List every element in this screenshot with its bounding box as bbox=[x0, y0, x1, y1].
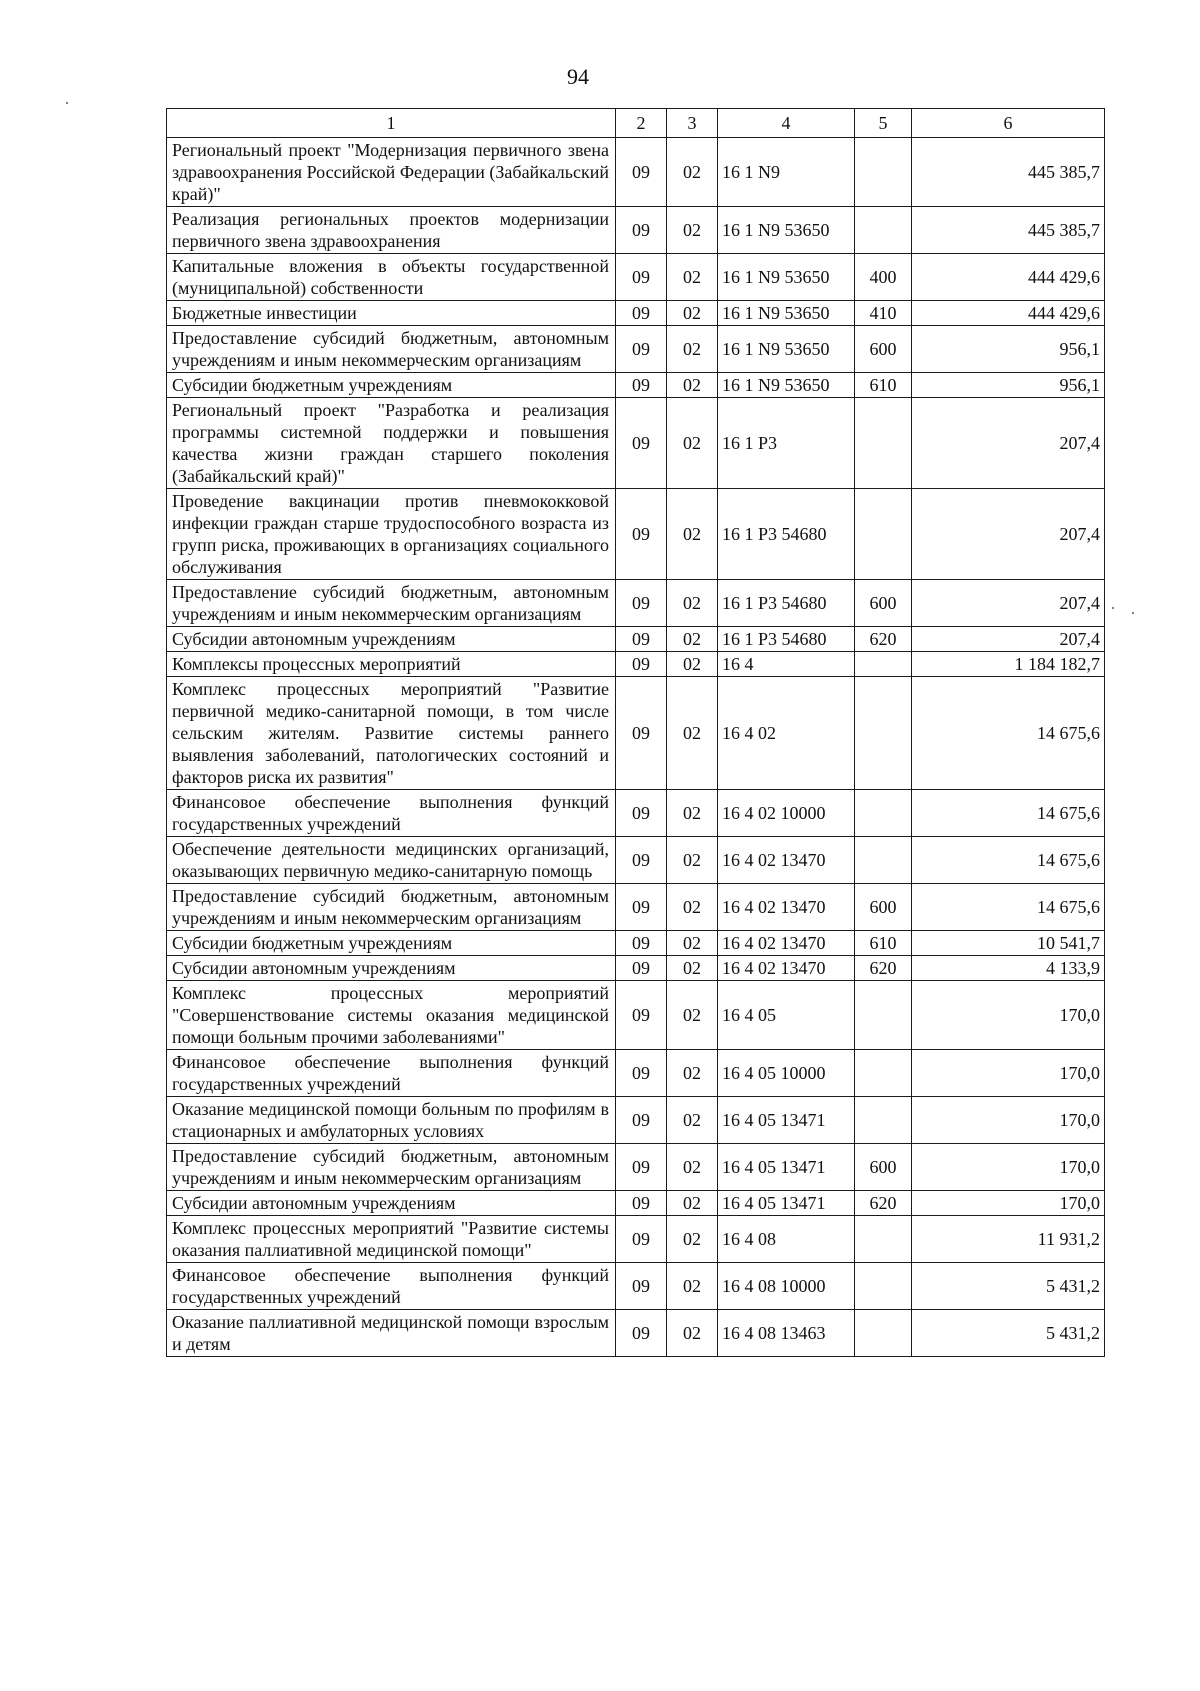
row-expense-type: 600 bbox=[855, 580, 912, 627]
row-section: 09 bbox=[616, 981, 667, 1050]
row-amount: 14 675,6 bbox=[912, 790, 1105, 837]
row-name: Обеспечение деятельности медицинских организаций, оказывающих первичную медико-санитарную помощь bbox=[167, 837, 616, 884]
row-subsection: 02 bbox=[667, 580, 718, 627]
row-amount: 207,4 bbox=[912, 580, 1105, 627]
row-section: 09 bbox=[616, 489, 667, 580]
row-subsection: 02 bbox=[667, 326, 718, 373]
row-subsection: 02 bbox=[667, 1216, 718, 1263]
row-section: 09 bbox=[616, 580, 667, 627]
row-name: Субсидии автономным учреждениям bbox=[167, 1191, 616, 1216]
row-expense-type bbox=[855, 1310, 912, 1357]
scan-speck bbox=[1132, 612, 1134, 614]
row-section: 09 bbox=[616, 652, 667, 677]
row-subsection: 02 bbox=[667, 981, 718, 1050]
row-expense-type bbox=[855, 1097, 912, 1144]
row-subsection: 02 bbox=[667, 652, 718, 677]
row-name: Субсидии автономным учреждениям bbox=[167, 956, 616, 981]
row-target-code: 16 4 02 bbox=[718, 677, 855, 790]
row-section: 09 bbox=[616, 884, 667, 931]
row-subsection: 02 bbox=[667, 254, 718, 301]
table-row bbox=[167, 1263, 1105, 1310]
table-row bbox=[167, 301, 1105, 326]
table-row bbox=[167, 981, 1105, 1050]
scan-speck bbox=[66, 102, 68, 104]
row-name: Региональный проект "Модернизация первичного звена здравоохранения Российской Федерации (Забайкальский край)" bbox=[167, 138, 616, 207]
row-expense-type: 600 bbox=[855, 326, 912, 373]
row-name: Оказание паллиативной медицинской помощи взрослым и детям bbox=[167, 1310, 616, 1357]
row-section: 09 bbox=[616, 207, 667, 254]
row-amount: 444 429,6 bbox=[912, 254, 1105, 301]
row-target-code: 16 4 02 10000 bbox=[718, 790, 855, 837]
header-col-4: 4 bbox=[718, 109, 855, 138]
row-section: 09 bbox=[616, 790, 667, 837]
row-subsection: 02 bbox=[667, 207, 718, 254]
table-row bbox=[167, 326, 1105, 373]
header-col-6: 6 bbox=[912, 109, 1105, 138]
header-col-1: 1 bbox=[167, 109, 616, 138]
row-name: Предоставление субсидий бюджетным, автономным учреждениям и иным некоммерческим организациям bbox=[167, 884, 616, 931]
row-section: 09 bbox=[616, 398, 667, 489]
budget-table bbox=[166, 108, 1105, 1357]
row-amount: 956,1 bbox=[912, 326, 1105, 373]
row-section: 09 bbox=[616, 627, 667, 652]
row-subsection: 02 bbox=[667, 1191, 718, 1216]
row-amount: 444 429,6 bbox=[912, 301, 1105, 326]
table-row bbox=[167, 1216, 1105, 1263]
row-target-code: 16 4 02 13470 bbox=[718, 956, 855, 981]
row-amount: 10 541,7 bbox=[912, 931, 1105, 956]
row-name: Финансовое обеспечение выполнения функций государственных учреждений bbox=[167, 790, 616, 837]
row-amount: 170,0 bbox=[912, 1097, 1105, 1144]
row-expense-type bbox=[855, 981, 912, 1050]
table-row bbox=[167, 138, 1105, 207]
row-target-code: 16 4 05 bbox=[718, 981, 855, 1050]
row-name: Субсидии автономным учреждениям bbox=[167, 627, 616, 652]
row-subsection: 02 bbox=[667, 138, 718, 207]
page-number: 94 bbox=[567, 64, 589, 89]
table-row bbox=[167, 207, 1105, 254]
row-target-code: 16 1 P3 bbox=[718, 398, 855, 489]
row-amount: 170,0 bbox=[912, 1050, 1105, 1097]
header-col-2: 2 bbox=[616, 109, 667, 138]
row-section: 09 bbox=[616, 301, 667, 326]
row-target-code: 16 1 N9 53650 bbox=[718, 207, 855, 254]
row-section: 09 bbox=[616, 1216, 667, 1263]
row-amount: 14 675,6 bbox=[912, 837, 1105, 884]
table-row bbox=[167, 956, 1105, 981]
row-section: 09 bbox=[616, 1263, 667, 1310]
row-expense-type bbox=[855, 837, 912, 884]
row-name: Субсидии бюджетным учреждениям bbox=[167, 373, 616, 398]
table-row bbox=[167, 1191, 1105, 1216]
row-section: 09 bbox=[616, 373, 667, 398]
table-row bbox=[167, 677, 1105, 790]
header-col-3: 3 bbox=[667, 109, 718, 138]
table-row bbox=[167, 580, 1105, 627]
row-expense-type: 620 bbox=[855, 1191, 912, 1216]
row-section: 09 bbox=[616, 138, 667, 207]
row-target-code: 16 1 P3 54680 bbox=[718, 489, 855, 580]
row-amount: 445 385,7 bbox=[912, 138, 1105, 207]
table-row bbox=[167, 1097, 1105, 1144]
row-amount: 4 133,9 bbox=[912, 956, 1105, 981]
table-row bbox=[167, 884, 1105, 931]
table-row bbox=[167, 627, 1105, 652]
row-target-code: 16 4 02 13470 bbox=[718, 931, 855, 956]
row-name: Субсидии бюджетным учреждениям bbox=[167, 931, 616, 956]
row-target-code: 16 4 05 10000 bbox=[718, 1050, 855, 1097]
row-expense-type: 620 bbox=[855, 627, 912, 652]
row-expense-type bbox=[855, 1263, 912, 1310]
row-expense-type bbox=[855, 489, 912, 580]
row-section: 09 bbox=[616, 1097, 667, 1144]
row-name: Предоставление субсидий бюджетным, автономным учреждениям и иным некоммерческим организациям bbox=[167, 1144, 616, 1191]
row-expense-type bbox=[855, 1216, 912, 1263]
row-name: Комплекс процессных мероприятий "Совершенствование системы оказания медицинской помощи больным прочими заболеваниями" bbox=[167, 981, 616, 1050]
table-row bbox=[167, 1050, 1105, 1097]
row-target-code: 16 1 N9 bbox=[718, 138, 855, 207]
row-name: Финансовое обеспечение выполнения функций государственных учреждений bbox=[167, 1263, 616, 1310]
row-subsection: 02 bbox=[667, 837, 718, 884]
table-row bbox=[167, 254, 1105, 301]
row-name: Комплекс процессных мероприятий "Развитие первичной медико-санитарной помощи, в том числе сельским жителям. Развитие системы раннего выявления заболеваний, патологических состояний и факторов риска их развития" bbox=[167, 677, 616, 790]
row-expense-type bbox=[855, 207, 912, 254]
row-amount: 956,1 bbox=[912, 373, 1105, 398]
row-amount: 14 675,6 bbox=[912, 884, 1105, 931]
row-section: 09 bbox=[616, 677, 667, 790]
row-section: 09 bbox=[616, 837, 667, 884]
row-target-code: 16 4 02 13470 bbox=[718, 884, 855, 931]
row-name: Капитальные вложения в объекты государственной (муниципальной) собственности bbox=[167, 254, 616, 301]
row-name: Региональный проект "Разработка и реализация программы системной поддержки и повышения качества жизни граждан старшего поколения (Забайкальский край)" bbox=[167, 398, 616, 489]
row-subsection: 02 bbox=[667, 884, 718, 931]
row-expense-type bbox=[855, 790, 912, 837]
header-row bbox=[167, 109, 1105, 138]
row-subsection: 02 bbox=[667, 931, 718, 956]
row-amount: 170,0 bbox=[912, 981, 1105, 1050]
row-target-code: 16 1 P3 54680 bbox=[718, 580, 855, 627]
row-name: Реализация региональных проектов модернизации первичного звена здравоохранения bbox=[167, 207, 616, 254]
row-target-code: 16 4 bbox=[718, 652, 855, 677]
row-target-code: 16 1 N9 53650 bbox=[718, 301, 855, 326]
row-expense-type bbox=[855, 652, 912, 677]
row-expense-type bbox=[855, 677, 912, 790]
row-name: Бюджетные инвестиции bbox=[167, 301, 616, 326]
row-target-code: 16 1 N9 53650 bbox=[718, 326, 855, 373]
row-subsection: 02 bbox=[667, 956, 718, 981]
table-row bbox=[167, 1310, 1105, 1357]
row-target-code: 16 4 08 bbox=[718, 1216, 855, 1263]
row-expense-type: 600 bbox=[855, 884, 912, 931]
row-amount: 445 385,7 bbox=[912, 207, 1105, 254]
row-section: 09 bbox=[616, 956, 667, 981]
table-row bbox=[167, 398, 1105, 489]
row-name: Оказание медицинской помощи больным по профилям в стационарных и амбулаторных условиях bbox=[167, 1097, 616, 1144]
row-name: Предоставление субсидий бюджетным, автономным учреждениям и иным некоммерческим организациям bbox=[167, 580, 616, 627]
row-target-code: 16 1 N9 53650 bbox=[718, 254, 855, 301]
row-amount: 11 931,2 bbox=[912, 1216, 1105, 1263]
row-target-code: 16 4 05 13471 bbox=[718, 1097, 855, 1144]
row-section: 09 bbox=[616, 1144, 667, 1191]
row-target-code: 16 4 08 10000 bbox=[718, 1263, 855, 1310]
row-target-code: 16 4 05 13471 bbox=[718, 1191, 855, 1216]
row-section: 09 bbox=[616, 1191, 667, 1216]
row-subsection: 02 bbox=[667, 627, 718, 652]
table-row bbox=[167, 931, 1105, 956]
row-target-code: 16 4 08 13463 bbox=[718, 1310, 855, 1357]
row-amount: 5 431,2 bbox=[912, 1310, 1105, 1357]
row-section: 09 bbox=[616, 1310, 667, 1357]
row-subsection: 02 bbox=[667, 1050, 718, 1097]
row-amount: 5 431,2 bbox=[912, 1263, 1105, 1310]
row-subsection: 02 bbox=[667, 398, 718, 489]
row-name: Комплексы процессных мероприятий bbox=[167, 652, 616, 677]
row-expense-type: 620 bbox=[855, 956, 912, 981]
row-subsection: 02 bbox=[667, 1097, 718, 1144]
row-amount: 1 184 182,7 bbox=[912, 652, 1105, 677]
row-expense-type: 410 bbox=[855, 301, 912, 326]
row-section: 09 bbox=[616, 931, 667, 956]
table-row bbox=[167, 837, 1105, 884]
row-subsection: 02 bbox=[667, 489, 718, 580]
row-target-code: 16 1 N9 53650 bbox=[718, 373, 855, 398]
row-expense-type: 600 bbox=[855, 1144, 912, 1191]
row-subsection: 02 bbox=[667, 1310, 718, 1357]
table-body bbox=[167, 138, 1105, 1357]
row-amount: 14 675,6 bbox=[912, 677, 1105, 790]
row-section: 09 bbox=[616, 254, 667, 301]
row-expense-type bbox=[855, 1050, 912, 1097]
scan-speck bbox=[1112, 607, 1114, 609]
row-subsection: 02 bbox=[667, 677, 718, 790]
row-target-code: 16 4 05 13471 bbox=[718, 1144, 855, 1191]
row-section: 09 bbox=[616, 326, 667, 373]
table-row bbox=[167, 790, 1105, 837]
table-row bbox=[167, 652, 1105, 677]
row-expense-type: 400 bbox=[855, 254, 912, 301]
header-col-5: 5 bbox=[855, 109, 912, 138]
row-expense-type: 610 bbox=[855, 373, 912, 398]
table-row bbox=[167, 489, 1105, 580]
table-header bbox=[167, 109, 1105, 138]
row-amount: 170,0 bbox=[912, 1144, 1105, 1191]
row-name: Комплекс процессных мероприятий "Развитие системы оказания паллиативной медицинской помощи" bbox=[167, 1216, 616, 1263]
row-amount: 207,4 bbox=[912, 627, 1105, 652]
row-expense-type: 610 bbox=[855, 931, 912, 956]
table-row bbox=[167, 1144, 1105, 1191]
row-expense-type bbox=[855, 398, 912, 489]
row-target-code: 16 4 02 13470 bbox=[718, 837, 855, 884]
row-amount: 207,4 bbox=[912, 489, 1105, 580]
row-subsection: 02 bbox=[667, 301, 718, 326]
row-subsection: 02 bbox=[667, 1144, 718, 1191]
row-subsection: 02 bbox=[667, 790, 718, 837]
row-section: 09 bbox=[616, 1050, 667, 1097]
row-target-code: 16 1 P3 54680 bbox=[718, 627, 855, 652]
row-subsection: 02 bbox=[667, 373, 718, 398]
row-amount: 170,0 bbox=[912, 1191, 1105, 1216]
row-name: Финансовое обеспечение выполнения функций государственных учреждений bbox=[167, 1050, 616, 1097]
table-row bbox=[167, 373, 1105, 398]
row-name: Предоставление субсидий бюджетным, автономным учреждениям и иным некоммерческим организациям bbox=[167, 326, 616, 373]
row-name: Проведение вакцинации против пневмококковой инфекции граждан старше трудоспособного возраста из групп риска, проживающих в организациях социального обслуживания bbox=[167, 489, 616, 580]
row-expense-type bbox=[855, 138, 912, 207]
row-amount: 207,4 bbox=[912, 398, 1105, 489]
row-subsection: 02 bbox=[667, 1263, 718, 1310]
